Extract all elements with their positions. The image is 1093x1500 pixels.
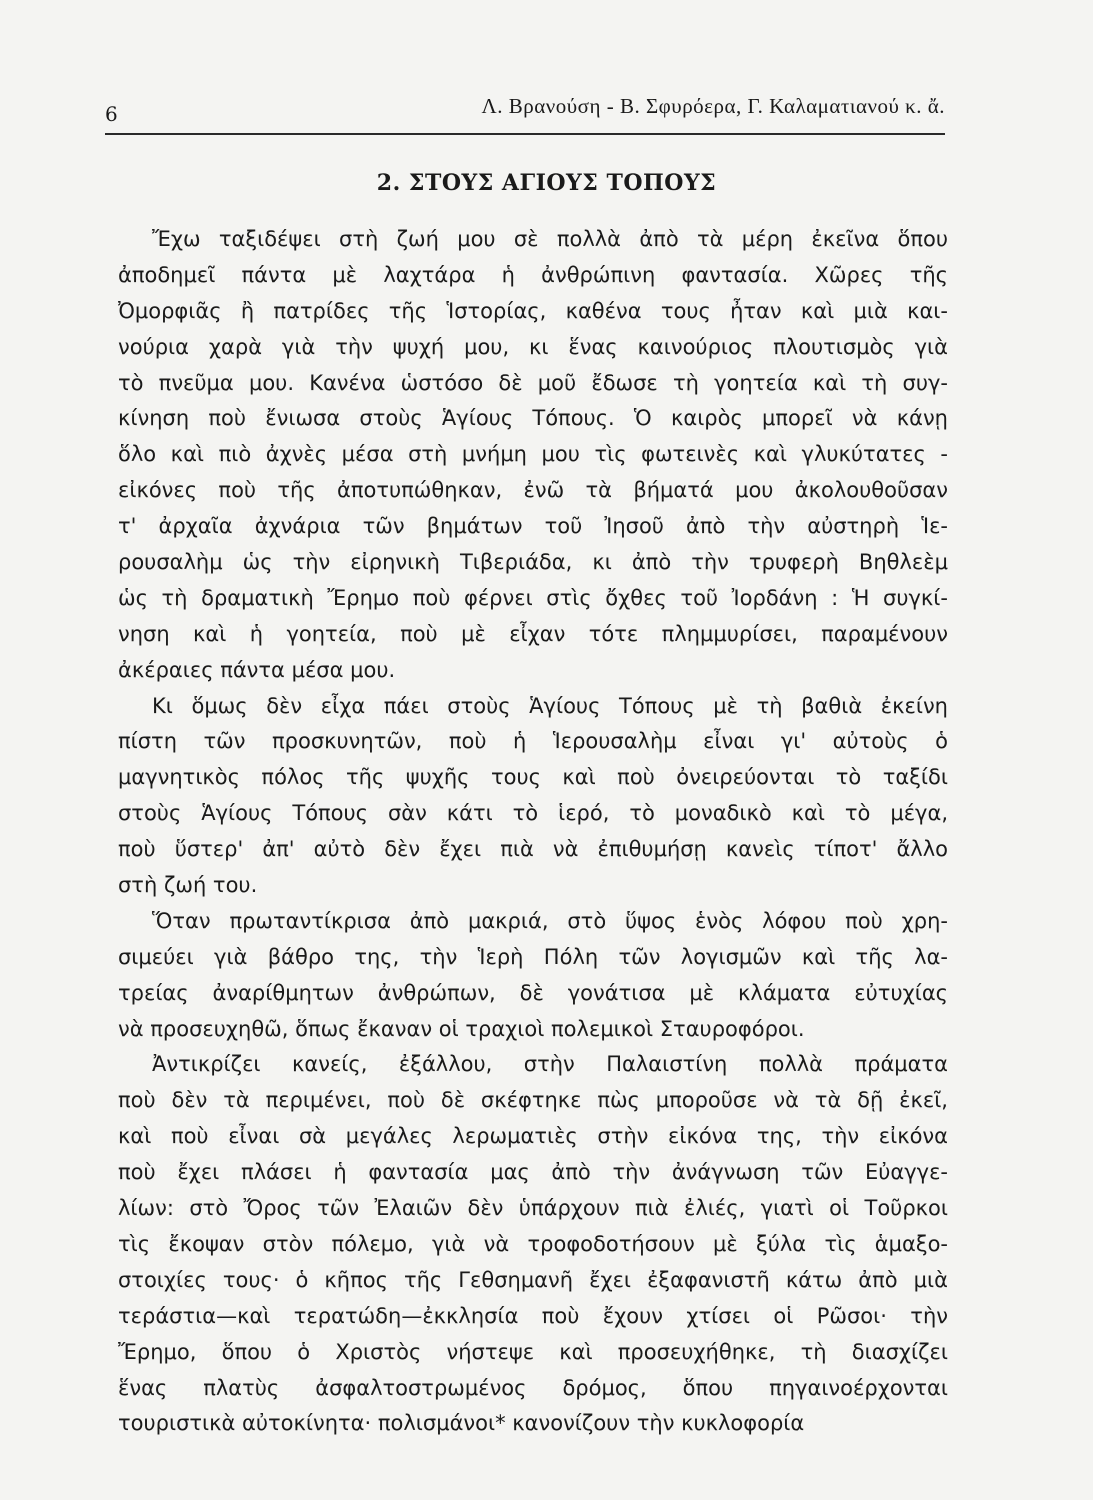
text-line: λίων: στὸ Ὄρος τῶν Ἐλαιῶν δὲν ὑπάρχουν πιὰ ἐλιές, γιατὶ οἱ Τοῦρκοι xyxy=(118,1196,948,1221)
text-line: ποὺ ὕστερ' ἀπ' αὐτὸ δὲν ἔχει πιὰ νὰ ἐπιθυμήσῃ κανεὶς τίποτ' ἄλλο xyxy=(118,837,948,862)
text-line: στοιχίες τους· ὁ κῆπος τῆς Γεθσημανῆ ἔχει ἐξαφανιστῆ κάτω ἀπὸ μιὰ xyxy=(118,1267,948,1292)
text-line: ἕνας πλατὺς ἀσφαλτοστρωμένος δρόμος, ὅπου πηγαινοέρχονται xyxy=(118,1375,948,1400)
text-line: κίνηση ποὺ ἔνιωσα στοὺς Ἁγίους Τόπους. Ὁ καιρὸς μπορεῖ νὰ κάνῃ xyxy=(118,406,948,431)
text-line: νηση καὶ ἡ γοητεία, ποὺ μὲ εἶχαν τότε πλημμυρίσει, παραμένουν xyxy=(118,621,948,646)
body-text xyxy=(118,222,948,1442)
text-line: νὰ προσευχηθῶ, ὅπως ἔκαναν οἱ τραχιοὶ πολεμικοὶ Σταυροφόροι. xyxy=(118,1016,805,1041)
text-line: ὅλο καὶ πιὸ ἀχνὲς μέσα στὴ μνήμη μου τὶς φωτεινὲς καὶ γλυκύτατες - xyxy=(118,442,948,467)
text-line: Ἔρημο, ὅπου ὁ Χριστὸς νήστεψε καὶ προσευχήθηκε, τὴ διασχίζει xyxy=(118,1339,948,1364)
text-line: νούρια χαρὰ γιὰ τὴν ψυχή μου, κι ἕνας καινούριος πλουτισμὸς γιὰ xyxy=(118,334,948,359)
text-line: ποὺ ἔχει πλάσει ἡ φαντασία μας ἀπὸ τὴν ἀνάγνωση τῶν Εὐαγγε- xyxy=(118,1160,948,1185)
text-line: καὶ ποὺ εἶναι σὰ μεγάλες λερωματιὲς στὴν εἰκόνα της, τὴν εἰκόνα xyxy=(118,1124,948,1149)
text-line: τὸ πνεῦμα μου. Κανένα ὡστόσο δὲ μοῦ ἔδωσε τὴ γοητεία καὶ τὴ συγ- xyxy=(118,370,948,395)
text-line: μαγνητικὸς πόλος τῆς ψυχῆς τους καὶ ποὺ ὀνειρεύονται τὸ ταξίδι xyxy=(118,765,948,790)
text-line: Ὅταν πρωταντίκρισα ἀπὸ μακριά, στὸ ὕψος ἑνὸς λόφου ποὺ χρη- xyxy=(152,908,948,933)
header-rule xyxy=(105,133,945,135)
text-line: ὡς τὴ δραματικὴ Ἔρημο ποὺ φέρνει στὶς ὄχθες τοῦ Ἰορδάνη : Ἡ συγκί- xyxy=(118,585,948,610)
text-line: πίστη τῶν προσκυνητῶν, ποὺ ἡ Ἱερουσαλὴμ εἶναι γι' αὐτοὺς ὁ xyxy=(118,729,948,754)
running-head: Λ. Βρανούση - Β. Σφυρόερα, Γ. Καλαματιανού κ. ἄ. xyxy=(481,94,945,118)
text-line: τ' ἀρχαῖα ἀχνάρια τῶν βημάτων τοῦ Ἰησοῦ ἀπὸ τὴν αὐστηρὴ Ἱε- xyxy=(118,514,948,539)
text-line: Κι ὅμως δὲν εἶχα πάει στοὺς Ἁγίους Τόπους μὲ τὴ βαθιὰ ἐκείνη xyxy=(152,693,948,718)
page-number: 6 xyxy=(105,102,118,126)
text-line: ποὺ δὲν τὰ περιμένει, ποὺ δὲ σκέφτηκε πὼς μποροῦσε νὰ τὰ δῇ ἐκεῖ, xyxy=(118,1088,948,1113)
text-line: εἰκόνες ποὺ τῆς ἀποτυπώθηκαν, ἐνῶ τὰ βήματά μου ἀκολουθοῦσαν xyxy=(118,478,948,503)
text-line: Ἀντικρίζει κανείς, ἐξάλλου, στὴν Παλαιστίνη πολλὰ πράματα xyxy=(152,1052,948,1077)
chapter-title: 2. ΣΤΟΥΣ ΑΓΙΟΥΣ ΤΟΠΟΥΣ xyxy=(376,170,717,196)
text-line: τρείας ἀναρίθμητων ἀνθρώπων, δὲ γονάτισα μὲ κλάματα εὐτυχίας xyxy=(118,980,948,1005)
text-line: τεράστια—καὶ τερατώδη—ἐκκλησία ποὺ ἔχουν χτίσει οἱ Ρῶσοι· τὴν xyxy=(118,1303,948,1328)
text-line: τὶς ἔκοψαν στὸν πόλεμο, γιὰ νὰ τροφοδοτήσουν μὲ ξύλα τὶς ἁμαξο- xyxy=(118,1231,948,1256)
text-line: ρουσαλὴμ ὡς τὴν εἰρηνικὴ Τιβεριάδα, κι ἀπὸ τὴν τρυφερὴ Βηθλεὲμ xyxy=(118,550,948,575)
text-line: Ἔχω ταξιδέψει στὴ ζωή μου σὲ πολλὰ ἀπὸ τὰ μέρη ἐκεῖνα ὅπου xyxy=(152,227,948,251)
text-line: σιμεύει γιὰ βάθρο της, τὴν Ἱερὴ Πόλη τῶν λογισμῶν καὶ τῆς λα- xyxy=(118,944,948,969)
text-line: Ὀμορφιᾶς ἢ πατρίδες τῆς Ἱστορίας, καθένα τους ἦταν καὶ μιὰ και- xyxy=(118,298,948,323)
text-line: στοὺς Ἁγίους Τόπους σὰν κάτι τὸ ἱερό, τὸ μοναδικὸ καὶ τὸ μέγα, xyxy=(118,801,948,826)
text-line: ἀκέραιες πάντα μέσα μου. xyxy=(118,657,396,682)
text-line: τουριστικὰ αὐτοκίνητα· πολισμάνοι* κανονίζουν τὴν κυκλοφορία xyxy=(118,1411,805,1436)
page-header xyxy=(105,88,945,124)
text-line: στὴ ζωή του. xyxy=(118,873,258,898)
text-line: ἀποδημεῖ πάντα μὲ λαχτάρα ἡ ἀνθρώπινη φαντασία. Χῶρες τῆς xyxy=(118,262,948,287)
